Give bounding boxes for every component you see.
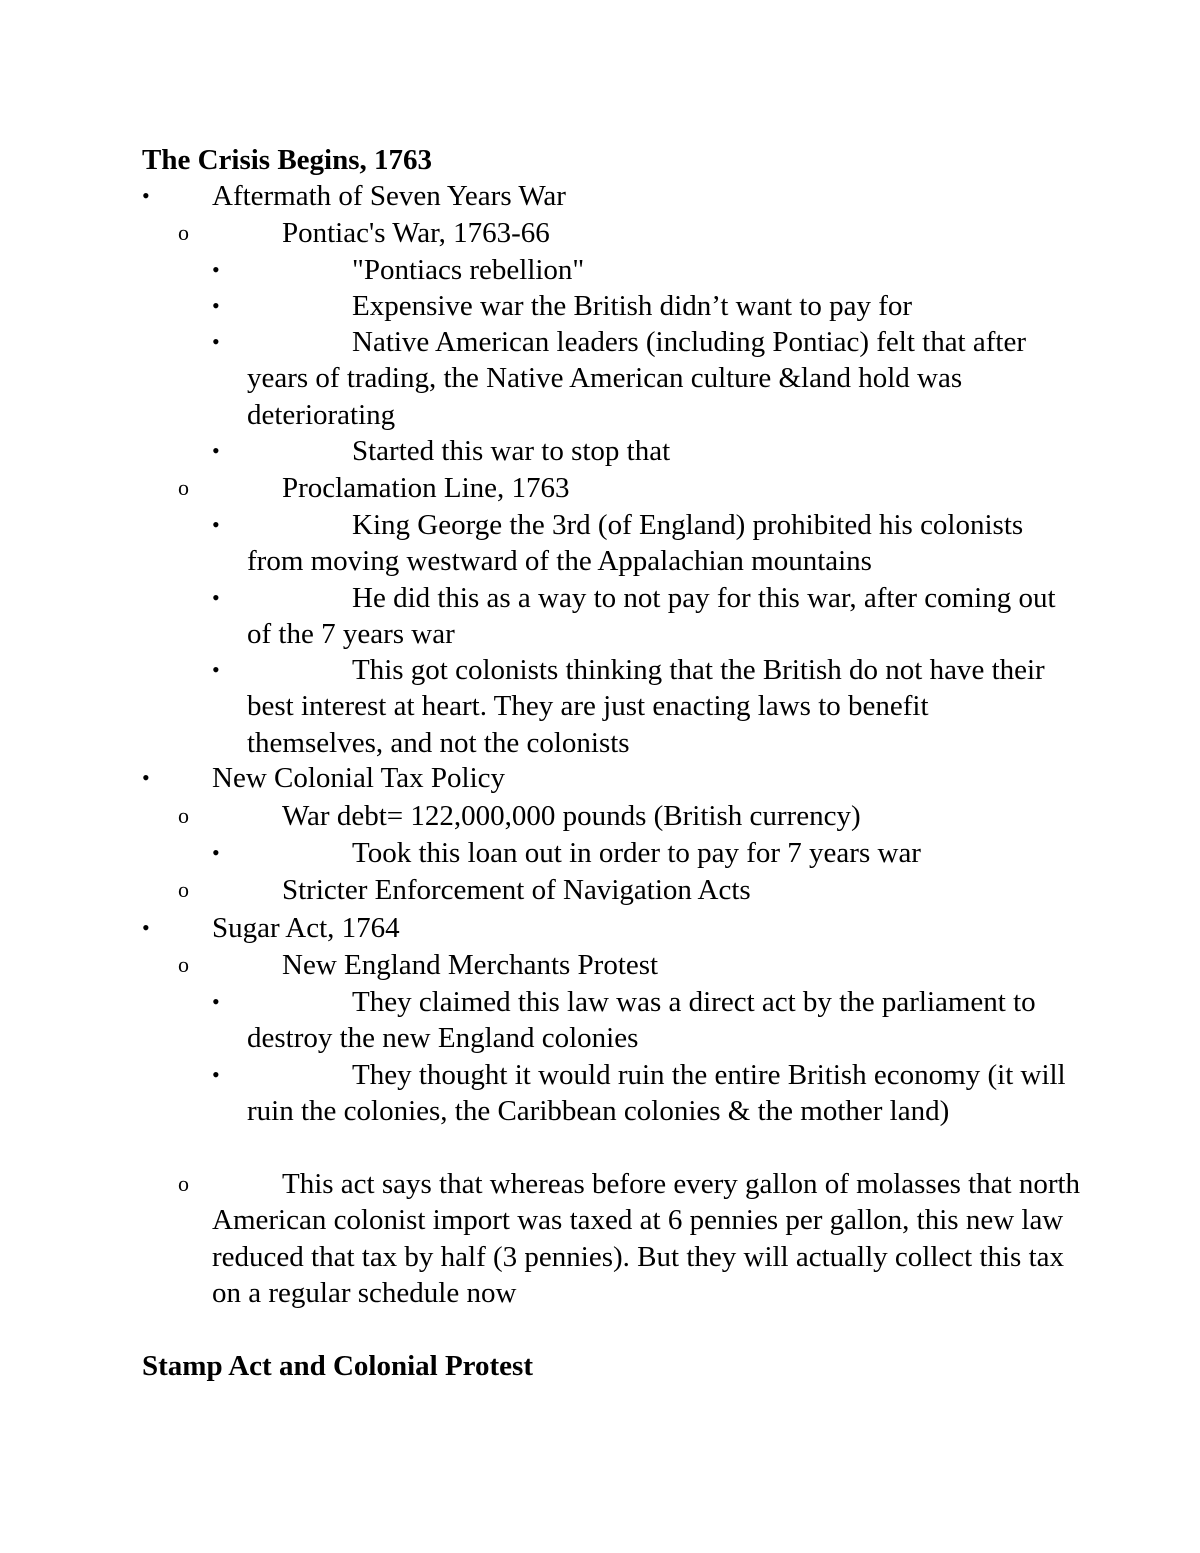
list-item: [178, 947, 1082, 983]
list-item: [212, 507, 1067, 580]
circle-marker: o: [178, 803, 189, 828]
list-item-text: Aftermath of Seven Years War: [212, 180, 566, 212]
bullet-marker: •: [142, 765, 150, 790]
bullet-marker: •: [212, 989, 220, 1014]
list-item: [178, 872, 1082, 908]
section-heading-stamp-act: Stamp Act and Colonial Protest: [142, 1350, 533, 1382]
list-item: [142, 178, 1112, 214]
bullet-marker: •: [212, 1062, 220, 1087]
circle-marker: o: [178, 877, 189, 902]
list-item: [178, 470, 1082, 506]
list-item: [212, 652, 1067, 761]
bullet-marker: •: [212, 585, 220, 610]
list-item: [212, 984, 1067, 1057]
circle-marker: o: [178, 475, 189, 500]
list-item-text: Pontiac's War, 1763-66: [282, 217, 550, 249]
list-item-text: New England Merchants Protest: [282, 949, 659, 981]
list-item: [212, 835, 1067, 871]
list-item-text: King George the 3rd (of England) prohibited his colonists from moving westward of the Appalachian mountains: [247, 509, 1024, 578]
list-item-text: This got colonists thinking that the British do not have their best interest at heart. They are just enacting laws to benefit themselves, and not the colonists: [247, 654, 1045, 759]
list-item: [212, 580, 1067, 653]
list-item: [212, 324, 1067, 433]
list-item-text: They thought it would ruin the entire British economy (it will ruin the colonies, the Caribbean colonies & the mother land): [247, 1059, 1066, 1128]
list-item-text: Stricter Enforcement of Navigation Acts: [282, 874, 751, 906]
circle-marker: o: [178, 952, 189, 977]
list-item-text: Native American leaders (including Pontiac) felt that after years of trading, the Native American culture &land hold was deteriorating: [247, 326, 1026, 431]
list-item-text: Sugar Act, 1764: [212, 912, 400, 944]
circle-marker: o: [178, 220, 189, 245]
list-item-text: New Colonial Tax Policy: [212, 762, 506, 794]
list-item-text: "Pontiacs rebellion": [352, 254, 585, 286]
list-item: [178, 215, 1082, 251]
list-item: [212, 288, 1067, 324]
list-item-text: Started this war to stop that: [352, 435, 671, 467]
list-item: [142, 910, 1112, 946]
list-item-text: Proclamation Line, 1763: [282, 472, 570, 504]
bullet-marker: •: [212, 438, 220, 463]
list-item-text: They claimed this law was a direct act by the parliament to destroy the new England colonies: [247, 986, 1036, 1055]
list-item-text: War debt= 122,000,000 pounds (British currency): [282, 800, 861, 832]
bullet-marker: •: [212, 329, 220, 354]
list-item-text: Expensive war the British didn’t want to pay for: [352, 290, 913, 322]
bullet-marker: •: [212, 293, 220, 318]
list-item: [178, 1166, 1082, 1312]
list-item: [178, 798, 1082, 834]
section-heading-crisis-begins: The Crisis Begins, 1763: [142, 144, 433, 176]
bullet-marker: •: [212, 257, 220, 282]
list-item-text: He did this as a way to not pay for this war, after coming out of the 7 years war: [247, 582, 1056, 651]
circle-marker: o: [178, 1171, 189, 1196]
bullet-marker: •: [142, 915, 150, 940]
bullet-marker: •: [212, 840, 220, 865]
list-item: [212, 252, 1067, 288]
bullet-marker: •: [212, 657, 220, 682]
bullet-marker: •: [142, 183, 150, 208]
list-item-text: This act says that whereas before every gallon of molasses that north American colonist import was taxed at 6 pennies per gallon, this new law reduced that tax by half (3 pennies). But they will actually collect this tax on a regular schedule now: [212, 1168, 1081, 1310]
list-item-text: Took this loan out in order to pay for 7 years war: [352, 837, 921, 869]
list-item: [142, 760, 1112, 796]
list-item: [212, 433, 1067, 469]
list-item: [212, 1057, 1067, 1130]
bullet-marker: •: [212, 512, 220, 537]
